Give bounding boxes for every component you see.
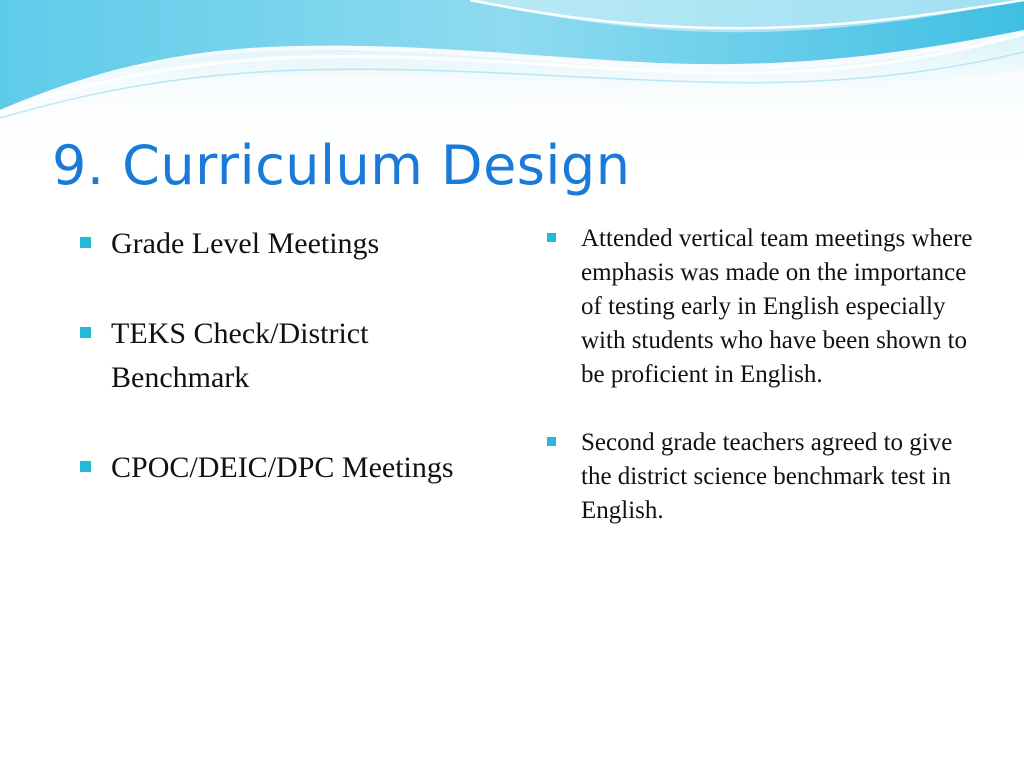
slide-title: 9. Curriculum Design: [52, 134, 631, 197]
square-bullet-icon: [547, 437, 556, 446]
square-bullet-icon: [80, 461, 91, 472]
decorative-wave-banner: [0, 0, 1024, 140]
list-item: [78, 222, 478, 266]
square-bullet-icon: [547, 233, 556, 242]
list-item-text: Attended vertical team meetings where emphasis was made on the importance of testing early in English especially with students who have been shown to be proficient in English.: [581, 225, 973, 388]
list-item-text: Grade Level Meetings: [111, 227, 380, 260]
list-item: [545, 426, 985, 528]
square-bullet-icon: [80, 327, 91, 338]
list-item: [78, 446, 478, 490]
left-bullet-list: [78, 222, 478, 536]
list-item-text: TEKS Check/District Benchmark: [111, 317, 369, 394]
list-item-text: CPOC/DEIC/DPC Meetings: [111, 451, 454, 484]
list-item: [545, 222, 985, 392]
list-item-text: Second grade teachers agreed to give the district science benchmark test in English.: [581, 429, 953, 524]
square-bullet-icon: [80, 237, 91, 248]
list-item: [78, 312, 478, 400]
right-bullet-list: [545, 222, 985, 562]
